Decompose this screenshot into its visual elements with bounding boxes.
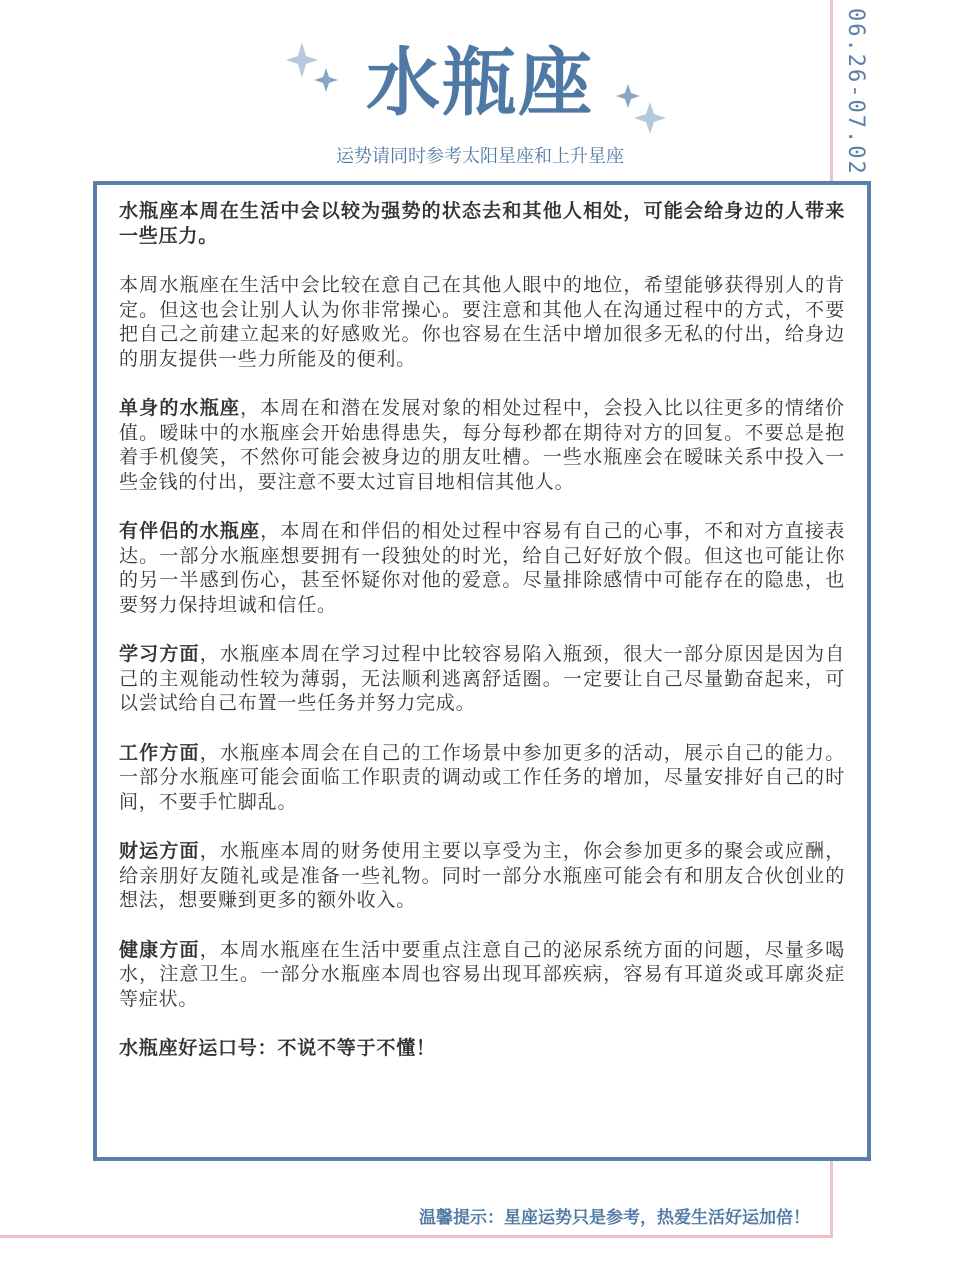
section-text: ，水瓶座本周在学习过程中比较容易陷入瓶颈，很大一部分原因是因为自己的主观能动性较为薄弱，无法顺利逃离舒适圈。一定要让自己尽量勤奋起来，可以尝试给自己布置一些任务并努力完成。 <box>119 643 846 714</box>
section-study <box>119 642 845 716</box>
date-range: 06.26-07.02 <box>843 8 868 176</box>
content-card <box>93 181 871 1161</box>
subtitle: 运势请同时参考太阳星座和上升星座 <box>336 146 624 167</box>
section-label: 单身的水瓶座 <box>119 397 241 419</box>
footer-tip: 温馨提示：星座运势只是参考，热爱生活好运加倍！ <box>419 1208 810 1228</box>
section-text: ，本周在和伴侣的相处过程中容易有自己的心事，不和对方直接表达。一部分水瓶座想要拥有一段独处的时光，给自己好好放个假。但这也可能让你的另一半感到伤心，甚至怀疑你对他的爱意。尽量排除感情中可能存在的隐患，也要努力保持坦诚和信任。 <box>119 520 846 616</box>
section-text: ，本周在和潜在发展对象的相处过程中，会投入比以往更多的情绪价值。暧昧中的水瓶座会开始患得患失，每分每秒都在期待对方的回复。不要总是抱着手机傻笑，不然你可能会被身边的朋友吐槽。一些水瓶座会在暧昧关系中投入一些金钱的付出，要注意不要太过盲目地相信其他人。 <box>119 397 845 493</box>
section-label: 工作方面 <box>119 741 200 764</box>
section-text: ，本周水瓶座在生活中要重点注意自己的泌尿系统方面的问题，尽量多喝水，注意卫生。一部分水瓶座本周也容易出现耳部疾病，容易有耳道炎或耳廓炎症等症状。 <box>119 938 846 1010</box>
section-finance <box>119 839 845 913</box>
intro-paragraph: 水瓶座本周在生活中会以较为强势的状态去和其他人相处，可能会给身边的人带来一些压力。 <box>119 200 845 247</box>
section-label: 学习方面 <box>119 643 200 665</box>
section-partnered <box>119 519 845 617</box>
section-health <box>119 938 845 1012</box>
section-text: ，水瓶座本周的财务使用主要以享受为主，你会参加更多的聚会或应酬，给亲朋好友随礼或是准备一些礼物。同时一部分水瓶座可能会有和朋友合伙创业的想法，想要赚到更多的额外收入。 <box>119 840 846 911</box>
section-text: ，水瓶座本周会在自己的工作场景中参加更多的活动，展示自己的能力。一部分水瓶座可能会面临工作职责的调动或工作任务的增加，尽量安排好自己的时间，不要手忙脚乱。 <box>119 741 846 813</box>
section-work <box>119 741 845 815</box>
page-title: 水瓶座 <box>366 40 594 126</box>
lucky-slogan: 水瓶座好运口号：不说不等于不懂！ <box>119 1037 436 1059</box>
section-label: 有伴侣的水瓶座 <box>119 520 261 542</box>
section-label: 健康方面 <box>119 938 200 961</box>
content-body <box>119 199 845 1061</box>
section-label: 财运方面 <box>119 840 200 862</box>
pink-horizontal-line <box>0 1235 833 1238</box>
section-single <box>119 396 845 494</box>
general-paragraph: 本周水瓶座在生活中会比较在意自己在其他人眼中的地位，希望能够获得别人的肯定。但这也会让别人认为你非常操心。要注意和其他人在沟通过程中的方式，不要把自己之前建立起来的好感败光。你也容易在生活中增加很多无私的付出，给身边的朋友提供一些力所能及的便利。 <box>119 274 845 370</box>
